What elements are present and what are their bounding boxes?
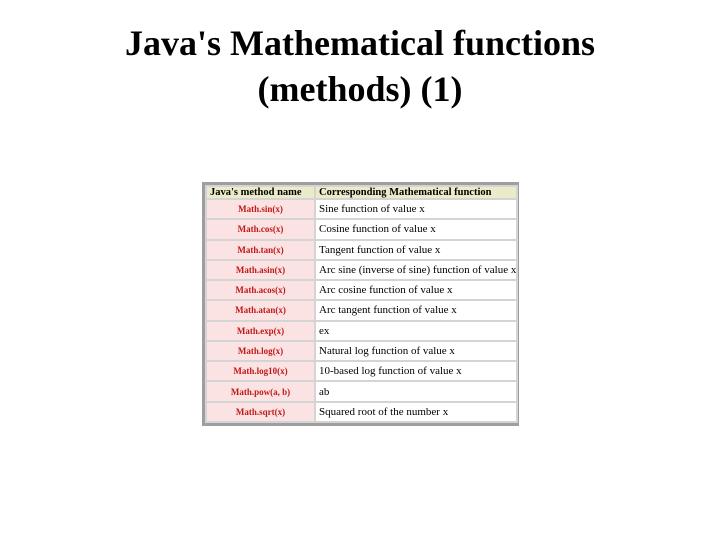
method-name-cell: Math.exp(x) [207,322,314,340]
slide-title-line-2: (methods) (1) [257,69,463,109]
function-description-cell: ab [316,382,516,400]
method-name-cell: Math.sqrt(x) [207,403,314,421]
function-description-cell: ex [316,322,516,340]
table-header-row [207,187,516,198]
function-description-cell: Squared root of the number x [316,403,516,421]
table-row [207,382,516,400]
function-description-cell: 10-based log function of value x [316,362,516,380]
method-name-cell: Math.pow(a, b) [207,382,314,400]
function-description-cell: Sine function of value x [316,200,516,218]
column-header-method: Java's method name [207,187,314,198]
method-name-cell: Math.acos(x) [207,281,314,299]
column-header-function: Corresponding Mathematical function [316,187,516,198]
table-row [207,322,516,340]
method-name-cell: Math.asin(x) [207,261,314,279]
function-description-cell: Arc cosine function of value x [316,281,516,299]
method-name-cell: Math.atan(x) [207,301,314,319]
math-functions-table-frame [202,182,519,426]
method-name-cell: Math.log(x) [207,342,314,360]
math-functions-table [205,185,518,423]
method-name-cell: Math.log10(x) [207,362,314,380]
table-row [207,241,516,259]
slide-title [0,20,720,112]
method-name-cell: Math.sin(x) [207,200,314,218]
function-description-cell: Tangent function of value x [316,241,516,259]
table-row [207,362,516,380]
function-description-cell: Cosine function of value x [316,220,516,238]
function-description-cell: Arc sine (inverse of sine) function of value x [316,261,516,279]
slide-title-line-1: Java's Mathematical functions [125,23,595,63]
table-row [207,403,516,421]
method-name-cell: Math.tan(x) [207,241,314,259]
table-row [207,261,516,279]
table-row [207,301,516,319]
function-description-cell: Arc tangent function of value x [316,301,516,319]
table-row [207,342,516,360]
method-name-cell: Math.cos(x) [207,220,314,238]
table-row [207,220,516,238]
table-row [207,281,516,299]
function-description-cell: Natural log function of value x [316,342,516,360]
table-row [207,200,516,218]
